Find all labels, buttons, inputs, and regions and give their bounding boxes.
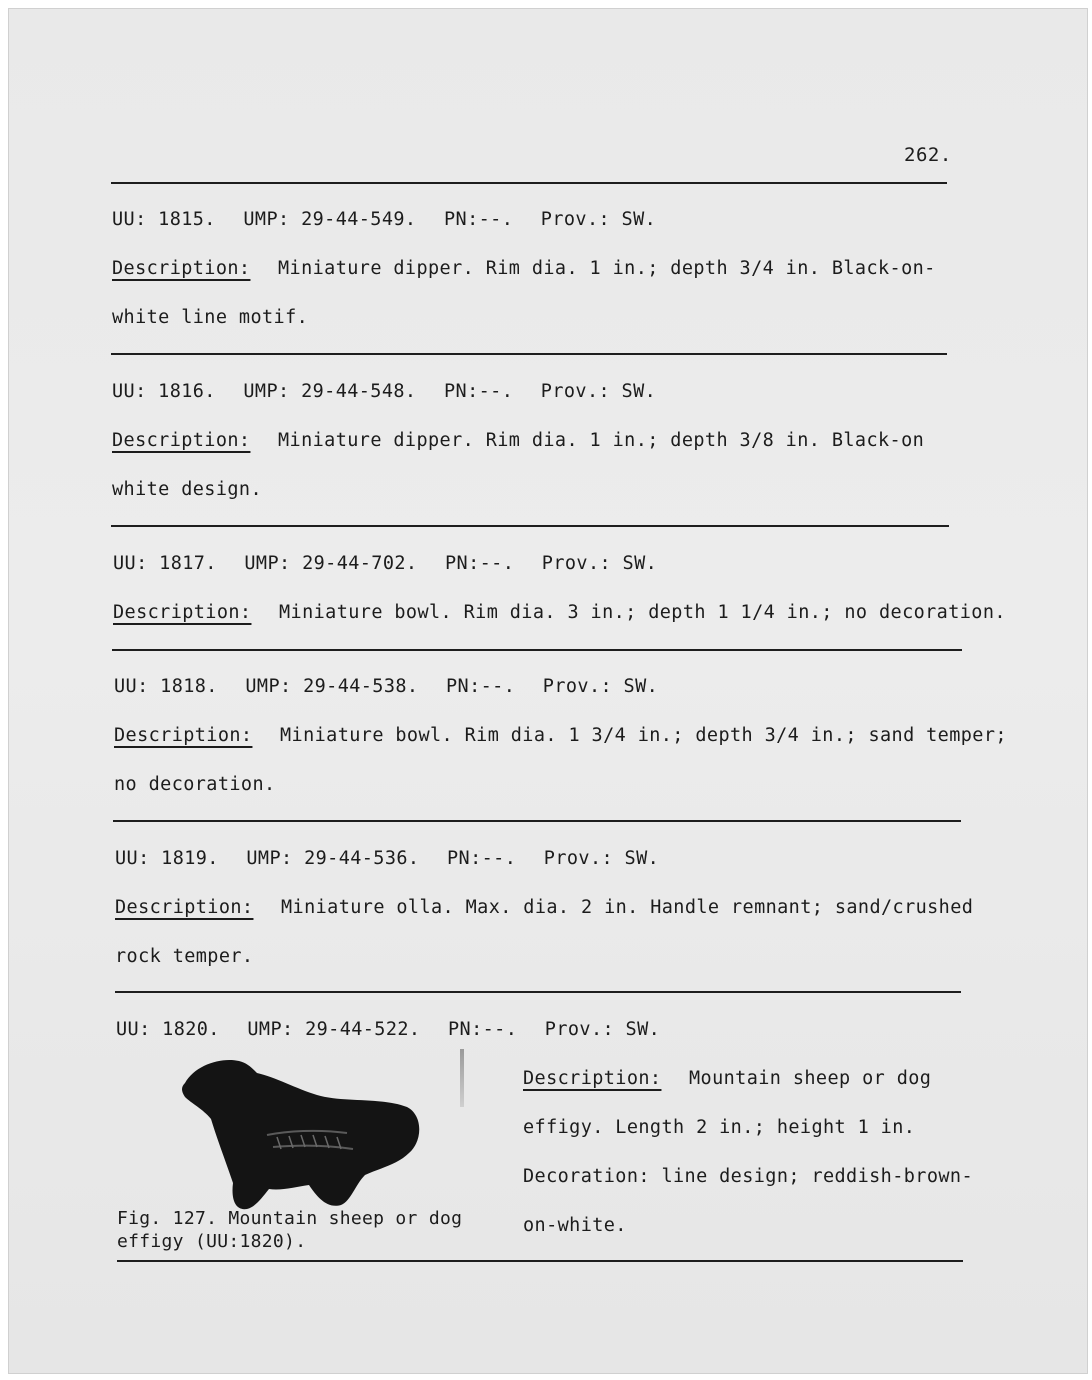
provenance: Prov.: SW. (542, 676, 659, 697)
ump-number: UMP: 29-44-522. (247, 1019, 421, 1040)
uu-number: UU: 1816. (112, 381, 216, 402)
pn-value: PN:--. (444, 209, 514, 230)
description-line (112, 479, 262, 500)
uu-number: UU: 1820. (116, 1019, 220, 1040)
divider (111, 525, 949, 527)
uu-number: UU: 1815. (112, 209, 216, 230)
provenance: Prov.: SW. (544, 1019, 661, 1040)
description-line (112, 258, 936, 279)
divider (111, 353, 947, 355)
provenance: Prov.: SW. (541, 553, 658, 574)
divider (113, 820, 961, 822)
description-text: no decoration. (114, 774, 276, 795)
entry-header (113, 553, 657, 574)
uu-number: UU: 1819. (115, 848, 219, 869)
description-line (113, 602, 1006, 623)
description-text: rock temper. (115, 946, 254, 967)
divider (111, 182, 947, 184)
entry-header (116, 1019, 660, 1040)
description-text: Miniature dipper. Rim dia. 1 in.; depth 3/4 in. Black-on- (278, 258, 936, 279)
description-text: white design. (112, 479, 262, 500)
provenance: Prov.: SW. (543, 848, 660, 869)
ump-number: UMP: 29-44-538. (245, 676, 419, 697)
description-text: Miniature dipper. Rim dia. 1 in.; depth 3/8 in. Black-on (278, 430, 925, 451)
description-line (523, 1117, 915, 1138)
description-label: Description: (112, 258, 251, 279)
description-line (523, 1068, 931, 1089)
animal-effigy-photo (177, 1057, 423, 1213)
description-label: Description: (523, 1068, 662, 1089)
pn-value: PN:--. (444, 381, 514, 402)
figure-caption-line: Fig. 127. Mountain sheep or dog (117, 1208, 463, 1229)
pn-value: PN:--. (446, 676, 516, 697)
divider (112, 649, 962, 651)
pn-value: PN:--. (447, 848, 517, 869)
figure-caption (117, 1208, 462, 1229)
document-page (8, 8, 1088, 1374)
description-line (523, 1166, 973, 1187)
description-text: Miniature bowl. Rim dia. 1 3/4 in.; depth 3/4 in.; sand temper; (280, 725, 1007, 746)
description-line (115, 897, 973, 918)
description-text: Miniature olla. Max. dia. 2 in. Handle remnant; sand/crushed (281, 897, 974, 918)
description-line (112, 430, 924, 451)
description-label: Description: (114, 725, 253, 746)
pn-value: PN:--. (448, 1019, 518, 1040)
divider (117, 1260, 963, 1262)
provenance: Prov.: SW. (540, 209, 657, 230)
description-text: Mountain sheep or dog (689, 1068, 932, 1089)
uu-number: UU: 1818. (114, 676, 218, 697)
figure-caption (117, 1231, 306, 1252)
description-text: white line motif. (112, 307, 309, 328)
description-line (115, 946, 253, 967)
page-number: 262. (904, 144, 952, 166)
figure-caption-line: effigy (UU:1820). (117, 1231, 307, 1252)
description-line (114, 725, 1007, 746)
ump-number: UMP: 29-44-549. (243, 209, 417, 230)
description-label: Description: (112, 430, 251, 451)
description-line (114, 774, 276, 795)
uu-number: UU: 1817. (113, 553, 217, 574)
description-line (523, 1215, 627, 1236)
scan-mark (460, 1049, 464, 1107)
ump-number: UMP: 29-44-548. (243, 381, 417, 402)
description-label: Description: (115, 897, 254, 918)
pn-value: PN:--. (445, 553, 515, 574)
description-text: Decoration: line design; reddish-brown- (523, 1166, 973, 1187)
provenance: Prov.: SW. (540, 381, 657, 402)
description-line (112, 307, 308, 328)
entry-header (115, 848, 659, 869)
entry-header (114, 676, 658, 697)
description-text: Miniature bowl. Rim dia. 3 in.; depth 1 1/4 in.; no decoration. (279, 602, 1006, 623)
description-text: effigy. Length 2 in.; height 1 in. (523, 1117, 916, 1138)
ump-number: UMP: 29-44-702. (244, 553, 418, 574)
entry-header (112, 209, 656, 230)
ump-number: UMP: 29-44-536. (246, 848, 420, 869)
entry-header (112, 381, 656, 402)
divider (115, 991, 961, 993)
description-label: Description: (113, 602, 252, 623)
description-text: on-white. (523, 1215, 627, 1236)
